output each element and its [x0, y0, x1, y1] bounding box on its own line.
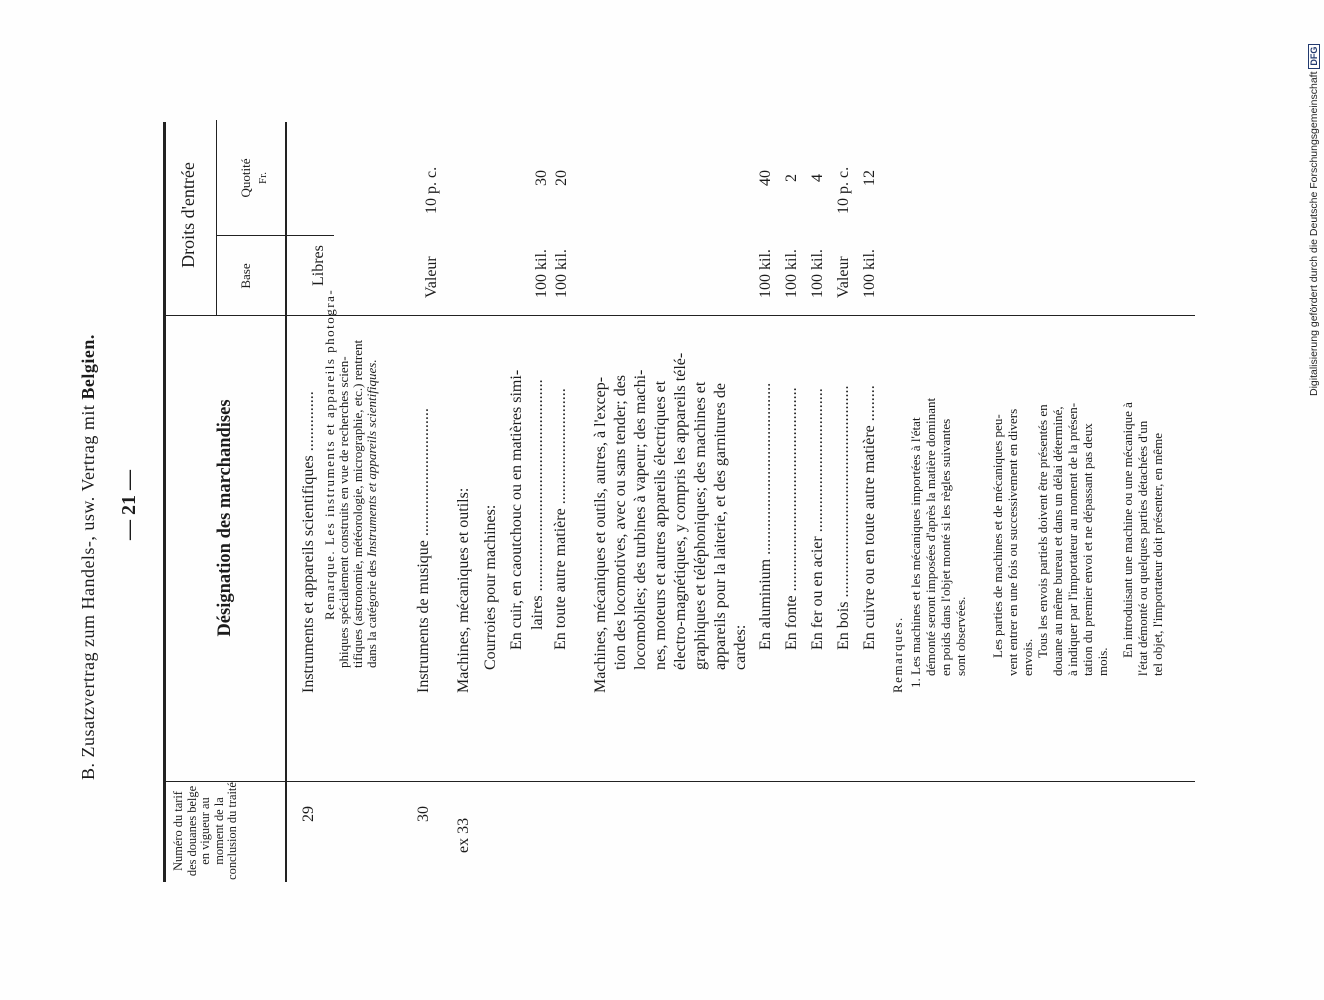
desc-line: En fer ou en acier ....................................: [809, 388, 826, 650]
header-unit: Fr.: [257, 172, 269, 184]
duty-base: 100 kil.: [861, 249, 878, 298]
desc-line: électro-magnétiques, y compris les appareils télé-: [672, 352, 689, 670]
remark-line: Tous les envois partiels doivent être présentés en: [1035, 404, 1050, 658]
header-quotite: Quotité: [238, 158, 253, 198]
remark-line: Les parties de machines et de mécaniques peu-: [990, 414, 1005, 658]
desc-line: En aluminium ...........................................: [757, 382, 774, 650]
header-numero: Numéro du tarif des douanes belge en vigueur au moment de la conclusion du traité: [171, 782, 240, 880]
duty-rate: 30: [533, 170, 550, 186]
duty-rate: 10 p. c.: [835, 166, 852, 214]
duty-rate: 10 p. c.: [423, 166, 440, 214]
duty-base: 100 kil.: [809, 249, 826, 298]
duty-base: Valeur: [835, 256, 852, 298]
desc-line: Machines, mécaniques et outils, autres, à l'excep-: [592, 376, 609, 693]
desc-line: En fonte ...................................................: [783, 387, 800, 650]
remark-text: Remarque. Les instruments et appareils photogra-: [322, 288, 337, 620]
duty-base: 100 kil.: [553, 249, 570, 298]
desc-remark-line: [364, 359, 380, 668]
remarks-title: Remarques.: [890, 616, 905, 693]
header-bottom-rule: [285, 122, 287, 882]
desc-line: Courroies pour machines:: [482, 504, 499, 670]
remark-italic: Instruments et appareils scientifiques.: [364, 359, 379, 557]
remark-line: l'état démonté ou quelques parties détachées d'un: [1135, 420, 1150, 676]
running-title: Zusatzvertrag zum Handels-, usw. Vertrag mit: [78, 404, 98, 758]
country-name: Belgien.: [78, 334, 98, 400]
col-divider-desig: [163, 315, 1195, 316]
remark-line: 1. Les machines et les mécaniques importées à l'état: [908, 417, 923, 688]
header-designation: Désignation des marchandises: [215, 399, 235, 637]
col-divider-base: [216, 235, 334, 236]
desc-line: appareils pour la laiterie, et des garnitures de: [712, 383, 729, 670]
desc-line: En bois .....................................................: [835, 385, 852, 650]
remark-line: En introduisant une machine ou une mécanique à: [1120, 402, 1135, 658]
desc-line: cardes:: [732, 624, 749, 670]
desc-line: En cuivre ou en toute autre matière .........: [861, 385, 878, 650]
header-base: Base: [238, 263, 253, 289]
desc-line: Machines, mécaniques et outils:: [455, 487, 472, 693]
digitization-credit: [1308, 6, 1320, 396]
remark-line: douane au même bureau et dans un délai déterminé,: [1050, 406, 1065, 676]
entry-number-29: 29: [300, 806, 317, 822]
duty-base: 100 kil.: [783, 249, 800, 298]
desc-line: nes, moteurs et autres appareils électriques et: [652, 380, 669, 670]
remark-line: démonté seront imposées d'après la matière dominant: [923, 397, 938, 676]
running-header: [78, 334, 99, 780]
duty-rate: 12: [861, 170, 878, 186]
entry-number-30: 30: [415, 806, 432, 822]
remark-line: vent entrer en une fois ou successivement en divers: [1005, 408, 1020, 676]
remark-line: à indiquer par l'importateur au moment de la présen-: [1065, 402, 1080, 676]
desc-line: Instruments de musique ................................: [415, 408, 432, 693]
desc-line: tion des locomotives, avec ou sans tender; des: [612, 374, 629, 670]
digitization-text: Digitalisierung gefördert durch die Deutsche Forschungsgemeinschaft: [1308, 71, 1320, 396]
duty-rate: 40: [757, 170, 774, 186]
remark-text: dans la catégorie des: [364, 560, 379, 668]
desc-remark-line: phiques spécialement construits en vue de recherches scien-: [336, 356, 351, 668]
header-droits: Droits d'entrée: [178, 162, 198, 268]
duty-rate: 20: [553, 170, 570, 186]
remark-line: tation du premier envoi et ne dépassant pas deux: [1080, 423, 1095, 676]
desc-line: graphiques et téléphoniques; des machines et: [692, 381, 709, 670]
remark-line: en poids dans l'objet monté si les règles suivantes: [938, 418, 953, 676]
desc-line: laires .....................................................: [529, 379, 546, 630]
desc-line: En cuir, en caoutchouc ou en matières simi-: [508, 369, 525, 650]
page-number: — 21 —: [118, 470, 140, 540]
dfg-logo: DFG: [1308, 44, 1320, 69]
duty-libres: Libres: [310, 245, 327, 286]
duty-base: Valeur: [423, 256, 440, 298]
remark-line: tel objet, l'importateur doit présenter, en même: [1150, 433, 1165, 676]
droits-sub-rule: [216, 120, 217, 316]
desc-line: En toute autre matière .............................: [552, 388, 569, 650]
duty-rate: 2: [783, 174, 800, 182]
remark-line: envois.: [1020, 638, 1035, 676]
desc-line: Instruments et appareils scientifiques ...............: [300, 391, 317, 693]
desc-line: locomobiles; des turbines à vapeur; des machi-: [632, 369, 649, 670]
table-top-rule: [163, 122, 166, 882]
col-divider-num: [163, 781, 1195, 782]
duty-base: 100 kil.: [533, 249, 550, 298]
section-letter: B.: [78, 762, 98, 780]
remark-line: mois.: [1095, 647, 1110, 676]
duty-base: 100 kil.: [757, 249, 774, 298]
remark-line: sont observées.: [953, 596, 968, 676]
entry-number-33: ex 33: [455, 817, 472, 853]
desc-remark-line: tifiques (astronomie, météorologie, micrographie, etc.) rentrent: [350, 339, 365, 668]
duty-rate: 4: [809, 174, 826, 182]
